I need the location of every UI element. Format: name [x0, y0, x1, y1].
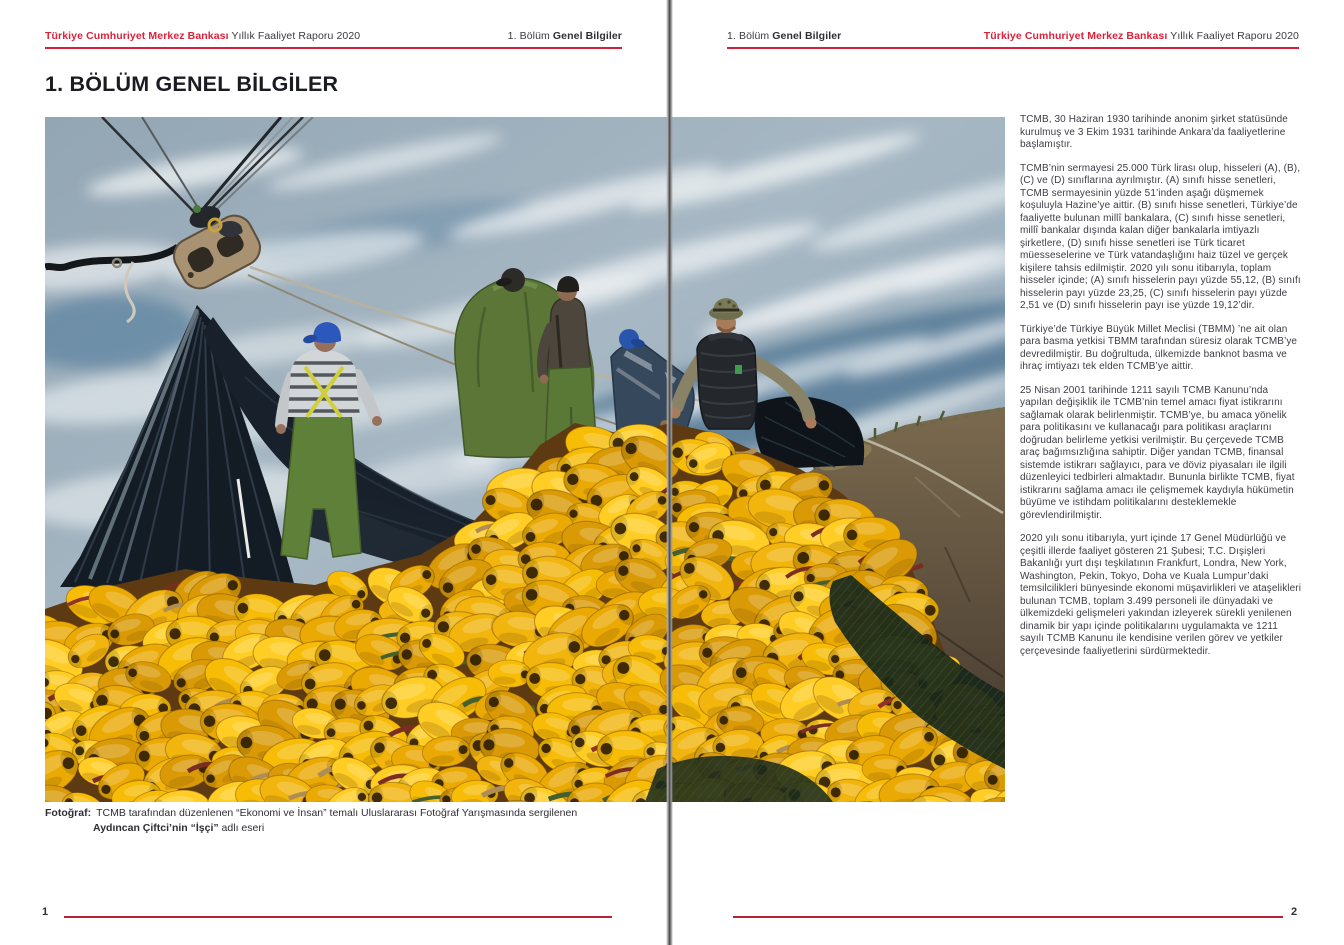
page-gutter-divider — [666, 0, 673, 945]
report-name: Yıllık Faaliyet Raporu 2020 — [1167, 30, 1299, 42]
body-paragraph-3: Türkiye’de Türkiye Büyük Millet Meclisi (TBMM) ’ne ait olan para basma yetkisi TBMM tarafından süresiz olarak TCMB’ye devredilmiştir. Bu doğrultuda, ülkemizde banknot basma ve ihraç imtiyazı tek elden TCMB’ye aittir. — [1020, 323, 1298, 372]
body-paragraph-2: TCMB’nin sermayesi 25.000 Türk lirası olup, hisseleri (A), (B), (C) ve (D) sınıflarına ayrılmıştır. (A) sınıfı hisse senetleri, TCMB sermayesinin yüzde 51’inden aşağı düşmemek koşuluyla Hazine’ye aittir. (B) sınıfı hisse senetleri, Türkiye’de faaliyette bulunan millî bankalara, (C) sınıfı hisse senetleri, millî bankalar dışında kalan diğer bankalarla imtiyazlı şirketlere, (D) sınıfı hisse senetleri ise Türk ticaret müesseselerine ve Türk vatandaşlığını haiz tüzel ve gerçek kişilere tahsis edilmiştir. 2020 yılı sonu itibarıyla, toplam hisseler içinde; (A) sınıfı hisselerin payı yüzde 55,12, (B) sınıfı hisselerin payı yüzde 23,25, (C) sınıfı hisselerin payı yüzde 2,51 ve (D) sınıfı hisselerin payı ise yüzde 19,12’dir. — [1020, 162, 1301, 311]
report-name: Yıllık Faaliyet Raporu 2020 — [228, 30, 361, 42]
caption-label: Fotoğraf: — [45, 807, 92, 819]
caption-line-2 — [45, 821, 645, 836]
section-prefix: 1. Bölüm — [507, 30, 553, 42]
page-title: 1. BÖLÜM GENEL BİLGİLER — [45, 72, 339, 96]
caption-text: TCMB tarafından düzenlenen “Ekonomi ve İnsan” temalı Uluslararası Fotoğraf Yarışmasında sergilenen — [96, 807, 578, 819]
photo-fishermen-hauling-nets-yellow-buoys — [45, 117, 1005, 802]
right-header-rule — [727, 47, 1299, 49]
right-page-number: 2 — [1291, 906, 1298, 918]
left-page-number: 1 — [42, 906, 49, 918]
section-prefix: 1. Bölüm — [727, 30, 773, 42]
left-footer-rule — [64, 916, 612, 918]
caption-line-1 — [45, 806, 645, 821]
section-name: Genel Bilgiler — [552, 30, 622, 42]
left-page-header-right — [45, 30, 622, 42]
body-text-column — [1020, 114, 1304, 669]
left-header-rule — [45, 47, 622, 49]
photo-caption — [45, 806, 645, 836]
body-paragraph-5: 2020 yılı sonu itibarıyla, yurt içinde 17 Genel Müdürlüğü ve çeşitli illerde faaliyet gösteren 21 Şubesi; T.C. Dışişleri Bakanlığı yurt dışı teşkilatının Frankfurt, Londra, New York, Washington, Pekin, Tokyo, Doha ve Kuala Lumpur’daki temsilcilikleri bünyesinde ekonomi müşavirlikleri ve ataşelikleri bulunan TCMB, toplam 3.499 personeli ile dünyadaki ve ülkemizdeki gelişmeleri yakından izleyerek sürekli yenilenen dinamik bir yapı içinde politikalarını uygulamakta ve 1211 sayılı TCMB Kanunu ile kendisine verilen görev ve yetkiler çerçevesinde faaliyetlerini sürdürmektedir. — [1020, 533, 1302, 657]
brand-name: Türkiye Cumhuriyet Merkez Bankası — [983, 30, 1168, 42]
section-name: Genel Bilgiler — [772, 30, 842, 42]
right-footer-rule — [733, 916, 1283, 918]
body-paragraph-4: 25 Nisan 2001 tarihinde 1211 sayılı TCMB Kanunu’nda yapılan değişiklik ile TCMB’nin temel amacı fiyat istikrarını sağlamak olarak belirlenmiştir. TCMB’ye, bu amaca yönelik para politikasını ve kullanacağı para politikası araçlarını doğrudan belirleme yetkisi verilmiştir. Bu çerçevede TCMB araç bağımsızlığına sahiptir. Diğer yandan TCMB, finansal sistemde istikrarı sağlayıcı, para ve döviz piyasaları ile ilgili düzenleyici tedbirleri almaktadır. Bununla birlikte TCMB, fiyat istikrarını sağlama amacı ile çelişmemek kaydıyla hükümetin büyüme ve istihdam politikalarını desteklemekle görevlendirilmiştir. — [1020, 384, 1295, 521]
brand-name: Türkiye Cumhuriyet Merkez Bankası — [45, 30, 229, 42]
right-page-header-right — [727, 30, 1299, 42]
caption-rest: adlı eseri — [218, 822, 265, 834]
caption-artist: Aydıncan Çiftci’nin “İşçi” — [93, 822, 219, 834]
body-paragraph-1: TCMB, 30 Haziran 1930 tarihinde anonim şirket statüsünde kurulmuş ve 3 Ekim 1931 tarihinde Ankara’da faaliyetlerine başlamıştır. — [1020, 114, 1288, 150]
